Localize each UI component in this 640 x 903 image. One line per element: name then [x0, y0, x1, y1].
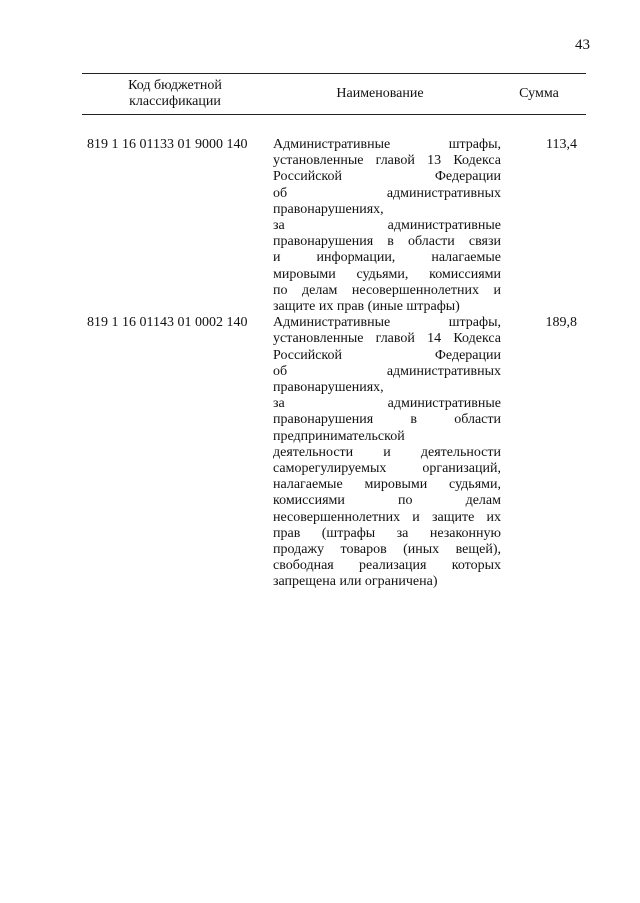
- item-name-line: и информации, налагаемые: [273, 250, 501, 266]
- item-name-line: правонарушения в области связи: [273, 234, 501, 250]
- item-name-line: комиссиями по делам: [273, 493, 501, 509]
- header-code-cell: [82, 74, 268, 114]
- item-name-line: предпринимательской: [273, 428, 405, 444]
- page-number: 43: [575, 37, 590, 53]
- table-body: [87, 137, 585, 591]
- item-name-line: защите их прав (иные штрафы): [273, 299, 460, 315]
- item-name-line: правонарушениях,: [273, 201, 384, 217]
- item-name-line: за административные: [273, 218, 501, 234]
- item-name-line: Административные штрафы,: [273, 315, 501, 331]
- item-name-line: Российской Федерации: [273, 169, 501, 185]
- item-name-line: налагаемые мировыми судьями,: [273, 477, 501, 493]
- item-name: [273, 315, 501, 590]
- item-name-line: Административные штрафы,: [273, 137, 501, 152]
- item-name-line: установленные главой 13 Кодекса: [273, 153, 501, 169]
- item-name-line: Российской Федерации: [273, 347, 501, 363]
- item-name-line: прав (штрафы за незаконную: [273, 525, 501, 541]
- item-name-line: установленные главой 14 Кодекса: [273, 331, 501, 347]
- item-name-line: запрещена или ограничена): [273, 574, 438, 590]
- table-row: [87, 315, 585, 590]
- item-name: [273, 137, 501, 315]
- item-sum: 189,8: [545, 315, 577, 331]
- item-sum: 113,4: [546, 137, 577, 152]
- header-name-cell: Наименование: [336, 86, 424, 101]
- item-name-line: продажу товаров (иных вещей),: [273, 542, 501, 558]
- budget-code: 819 1 16 01133 01 9000 140: [87, 137, 248, 152]
- table-row: [87, 137, 585, 315]
- item-name-line: мировыми судьями, комиссиями: [273, 266, 501, 282]
- item-name-line: несовершеннолетних и защите их: [273, 509, 501, 525]
- header-code-line: Код бюджетной: [128, 78, 222, 93]
- item-name-line: деятельности и деятельности: [273, 444, 501, 460]
- item-name-line: правонарушения в области: [273, 412, 501, 428]
- item-name-line: об административных: [273, 185, 501, 201]
- item-name-line: об административных: [273, 363, 501, 379]
- budget-code: 819 1 16 01143 01 0002 140: [87, 315, 248, 331]
- item-name-line: по делам несовершеннолетних и: [273, 282, 501, 298]
- table-header: [82, 73, 586, 115]
- item-name-line: свободная реализация которых: [273, 558, 501, 574]
- item-name-line: за административные: [273, 396, 501, 412]
- item-name-line: правонарушениях,: [273, 380, 384, 396]
- item-name-line: саморегулируемых организаций,: [273, 461, 501, 477]
- header-sum-cell: Сумма: [519, 86, 559, 101]
- header-code-line: классификации: [129, 94, 221, 109]
